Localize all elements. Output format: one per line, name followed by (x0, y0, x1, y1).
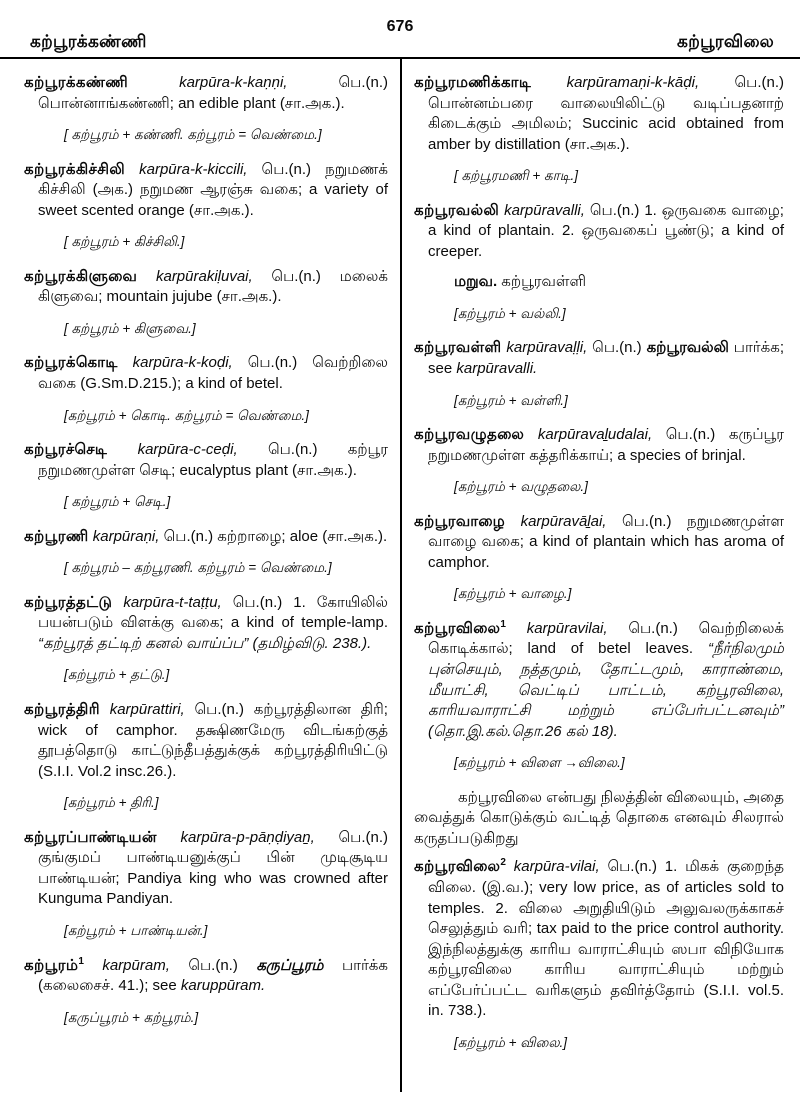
entry-etymology (64, 794, 388, 812)
entry-body-text: [ கற்பூரம் – கற்பூரணி. கற்பூரம் = வெண்மை.] (64, 560, 332, 576)
running-head-left: கற்பூரக்கண்ணி (30, 32, 147, 51)
entry-bold-text: கற்பூரவல்லி (646, 339, 729, 357)
entry-transliteration: karpūra-vilai, (505, 858, 600, 876)
entry-headword: கற்பூரத்திரி (24, 701, 100, 719)
entry-main-text (24, 828, 388, 910)
entry-bold-italic-text: கருப்பூரம் (256, 956, 324, 974)
entry-headword: கற்பூரவிலை (414, 858, 501, 876)
entry-body-text: [கற்பூரம் + விலை.] (454, 1034, 568, 1050)
entry-body-text: பெ.(n.) பொன்னாங்கண்ணி; an edible plant (சா.அக.). (38, 74, 388, 112)
entry-etymology (454, 754, 784, 772)
entry-headword: கற்பூரவாழை (414, 512, 506, 530)
dict-entry (414, 512, 784, 603)
entry-etymology (454, 392, 784, 410)
running-head-right: கற்பூரவிலை (677, 32, 774, 51)
entry-headword: கற்பூரணி (24, 527, 89, 545)
entry-headword: கற்பூரக்கொடி (24, 354, 118, 372)
entry-main-text (24, 440, 388, 481)
entry-body-text: பெ.(n.) மலைக் கிளுவை; mountain jujube (சா.அக.). (38, 267, 388, 306)
entry-main-text (24, 73, 388, 114)
entry-headword: கற்பூரச்செடி (24, 441, 108, 459)
entry-headword: கற்பூரத்தட்டு (24, 593, 113, 611)
entry-main-text (24, 700, 388, 782)
entry-body-text: [ கற்பூரமணி + காடி.] (454, 168, 578, 184)
entry-body-text: பெ.(n.) வெற்றிலை வகை (G.Sm.D.215.); a kind of betel. (38, 354, 388, 393)
entry-body-text: [கற்பூரம் + வாழை.] (454, 586, 572, 602)
entry-headword: கற்பூரக்கண்ணி (24, 74, 129, 91)
entry-main-text (414, 338, 784, 379)
entry-headword: கற்பூரம் (24, 956, 79, 974)
entry-transliteration: karpūrakiḷuvai, (137, 267, 253, 285)
page-header (0, 0, 800, 57)
entry-note-paragraph (414, 788, 784, 850)
entry-body-text: [கற்பூரம் + பாண்டியன்.] (64, 922, 208, 938)
headword-superscript: 1 (500, 618, 506, 630)
entry-main-text (414, 512, 784, 574)
entry-body-text: பெ.(n.) பொன்னம்பரை வாலையிலிட்டு வடிப்பதனாற் கிடைக்கும் அமிலம்; Succinic acid obtained from amber by distillation (சா.அக.). (428, 74, 785, 153)
entry-transliteration: karpūravalli, (499, 201, 585, 219)
entry-body-text: பெ.(n.) வெற்றிலைக் கொடிக்கால்; land of betel leaves. (428, 619, 784, 658)
entry-body-text: பெ.(n.) நறுமணமுள்ள வாழை வகை; a kind of plantain which has aroma of camphor. (428, 512, 785, 571)
entry-body-text: பார்க்க (கலைசைச். 41.); see (38, 956, 388, 995)
entry-body-text: கற்பூரவிலை என்பது நிலத்தின் விலையும், அதை வைத்துக் கொடுக்கும் வட்டித் தொகை எனவும் சிலரால் கருதப்படுகிறது (414, 788, 784, 847)
entry-body-text: பெ.(n.) 1. கோயிலில் பயன்படும் விளக்கு வகை; a kind of temple-lamp. (38, 593, 388, 632)
entry-etymology (64, 407, 388, 425)
entry-etymology (64, 233, 388, 251)
entry-etymology (454, 585, 784, 603)
dict-entry (414, 857, 784, 1051)
entry-body-text: பெ.(n.) கற்பூர நறுமணமுள்ள செடி; eucalyptus plant (சா.அக.). (38, 441, 388, 479)
entry-body-text: [கற்பூரம் + கொடி. கற்பூரம் = வெண்மை.] (64, 407, 309, 423)
entry-transliteration: karpūra-t-taṭṭu, (112, 593, 222, 611)
entry-body-text: பெ.(n.) 1. ஒருவகை வாழை; a kind of plantain. 2. ஒருவகைப் பூண்டு; a kind of creeper. (428, 201, 784, 260)
dict-entry (24, 440, 388, 511)
entry-body-text: பெ.(n.) கற்பூரத்திலான திரி; wick of camphor. தக்ஷிணமேரு விடங்கற்குத் தூபத்தொடு காட்டுந்தீபத்துக்குக் கற்பூரத்திரியிட்டு (S.I.I. Vol.2 insc.26.). (38, 701, 388, 780)
entry-italic-text: karuppūram. (180, 977, 266, 995)
entry-body-text: [கற்பூரம் + வல்லி.] (454, 305, 566, 321)
dict-entry (414, 73, 784, 185)
entry-main-text (414, 201, 784, 263)
dict-entry (24, 593, 388, 684)
left-column (0, 59, 400, 1100)
entry-etymology (64, 1009, 388, 1027)
right-column (400, 59, 800, 1100)
page-number: 676 (386, 18, 414, 35)
entry-main-text (24, 527, 388, 548)
entry-main-text (414, 857, 784, 1021)
entry-headword: கற்பூரப்பாண்டியன் (24, 828, 157, 846)
dict-entry (414, 425, 784, 496)
entry-transliteration: karpūram, (83, 956, 170, 974)
entry-main-text (24, 267, 388, 308)
entry-quote: “நீர்நிலமும் புன்செயும், நத்தமும், தோட்டமும், காராண்மை, மீயாட்சி, வெட்டிப் பாட்டம், கற்பூரவிலை, காரியவாராட்சி மற்றும் எப்பேர்பட்டனவும்” (தொ.இ.கல்.தொ.26 கல் 18). (428, 640, 784, 740)
dict-entry (24, 353, 388, 424)
entry-main-text (414, 73, 784, 155)
entry-italic-text: karpūravalli. (456, 360, 538, 378)
entry-transliteration: karpūra-c-ceḍi, (107, 441, 238, 459)
dict-entry (414, 619, 784, 849)
entry-etymology (64, 320, 388, 338)
entry-body-text: [கற்பூரம் + வழுதலை.] (454, 479, 588, 495)
entry-headword: கற்பூரவல்லி (414, 201, 500, 219)
entry-main-text (414, 425, 784, 466)
entry-body-text: பெ.(n.) கற்றாழை; aloe (சா.அக.). (159, 527, 388, 545)
entry-body-text: [ கற்பூரம் + கிளுவை.] (64, 320, 196, 336)
dict-entry (24, 267, 388, 338)
dict-entry (24, 73, 388, 144)
entry-etymology (64, 559, 388, 577)
entry-transliteration: karpūramaṇi-k-kāḍi, (531, 74, 700, 91)
entry-body-text: பார்க்க; see (428, 339, 784, 378)
entry-main-text (414, 619, 784, 742)
entry-headword: கற்பூரவழுதலை (414, 426, 525, 444)
entry-etymology (64, 126, 388, 144)
entry-body-text: [ கற்பூரம் + செடி.] (64, 494, 171, 510)
entry-transliteration: karpūravaḷḷi, (501, 339, 588, 357)
entry-body-text: கற்பூரவள்ளி (497, 273, 587, 291)
entry-transliteration: karpūra-k-koḍi, (117, 354, 233, 372)
entry-body-text: பெ.(n.) (169, 956, 257, 974)
entry-etymology (454, 478, 784, 496)
entry-bold-text: மறுவ. (454, 273, 498, 291)
entry-body-text: பெ.(n.) (587, 339, 647, 357)
entry-body-text: பெ.(n.) குங்குமப் பாண்டியனுக்குப் பின் முடிசூடிய பாண்டியன்; Pandiya king who was crowned after Kunguma Pandiyan. (38, 828, 388, 908)
entry-body-text: பெ.(n.) நறுமணக் கிச்சிலி (அக.) நறுமண ஆரஞ்சு வகை; a variety of sweet scented orange (சா.அக.). (38, 160, 388, 219)
entry-transliteration: karpūravaḻudalai, (524, 426, 653, 444)
entry-main-text (24, 593, 388, 655)
entry-headword: கற்பூரவிலை (414, 619, 501, 637)
dict-entry (24, 700, 388, 812)
entry-body-text: [ கற்பூரம் + கிச்சிலி.] (64, 234, 185, 250)
entry-main-text (24, 353, 388, 394)
entry-etymology (64, 922, 388, 940)
entry-headword: கற்பூரக்கிச்சிலி (24, 160, 126, 178)
dict-entry (24, 828, 388, 940)
entry-transliteration: karpūrattiri, (99, 701, 185, 719)
entry-etymology (454, 305, 784, 323)
headword-superscript: 1 (78, 955, 84, 967)
dict-entry (414, 338, 784, 409)
entry-note (454, 272, 784, 293)
entry-body-text: [கற்பூரம் + வள்ளி.] (454, 392, 568, 408)
entry-etymology (454, 167, 784, 185)
entry-headword: கற்பூரவள்ளி (414, 339, 502, 357)
dict-entry (24, 160, 388, 251)
entry-body-text: [கற்பூரம் + தட்டு.] (64, 667, 170, 683)
entry-body-text: [ கற்பூரம் + கண்ணி. கற்பூரம் = வெண்மை.] (64, 127, 322, 143)
entry-headword: கற்பூரமணிக்காடி (414, 74, 532, 91)
text-columns (0, 59, 800, 1100)
dict-entry (24, 956, 388, 1027)
headword-superscript: 2 (500, 857, 506, 869)
entry-body-text: [கற்பூரம் + திரி.] (64, 795, 159, 811)
dict-entry (414, 201, 784, 323)
entry-body-text: [கற்பூரம் + விளை →விலை.] (454, 755, 625, 771)
entry-body-text: [கருப்பூரம் + கற்பூரம்.] (64, 1009, 199, 1025)
entry-main-text (24, 956, 388, 997)
entry-transliteration: karpūra-p-pāṇḍiyaṉ, (156, 828, 315, 846)
entry-transliteration: karpūra-k-kaṇṇi, (128, 74, 288, 91)
entry-transliteration: karpūraṇi, (88, 527, 160, 545)
entry-etymology (454, 1034, 784, 1052)
entry-transliteration: karpūravilai, (505, 619, 608, 637)
entry-etymology (64, 493, 388, 511)
dict-entry (24, 527, 388, 577)
entry-etymology (64, 666, 388, 684)
entry-transliteration: karpūra-k-kiccili, (125, 160, 248, 178)
entry-body-text: பெ.(n.) 1. மிகக் குறைந்த விலை. (இ.வ.); very low price, as of articles sold to temples. 2. விலை அறுதியிடும் அலுவலருக்காகச் செலுத்தும் வரி; tax paid to the price control authority. இந்நிலத்துக்கு காரிய வாராட்சியும் ஸபா விநியோக கற்பூரவிலை காரிய வாராட்சியும் மற்றும் எப்பேர்ப்பட்ட வரிகளும் தவிர்த்தோம் (S.I.I. vol.5. in. 738.). (428, 858, 784, 1020)
entry-transliteration: karpūravāḻai, (505, 512, 607, 530)
entry-main-text (24, 160, 388, 222)
entry-body-text: பெ.(n.) கருப்பூர நறுமணமுள்ள கத்தரிக்காய்; a species of brinjal. (428, 426, 784, 464)
entry-headword: கற்பூரக்கிளுவை (24, 267, 138, 285)
entry-quote: “கற்பூரத் தட்டிற் கனல் வாய்ப்ப” (தமிழ்விடு. 238.). (38, 634, 372, 652)
